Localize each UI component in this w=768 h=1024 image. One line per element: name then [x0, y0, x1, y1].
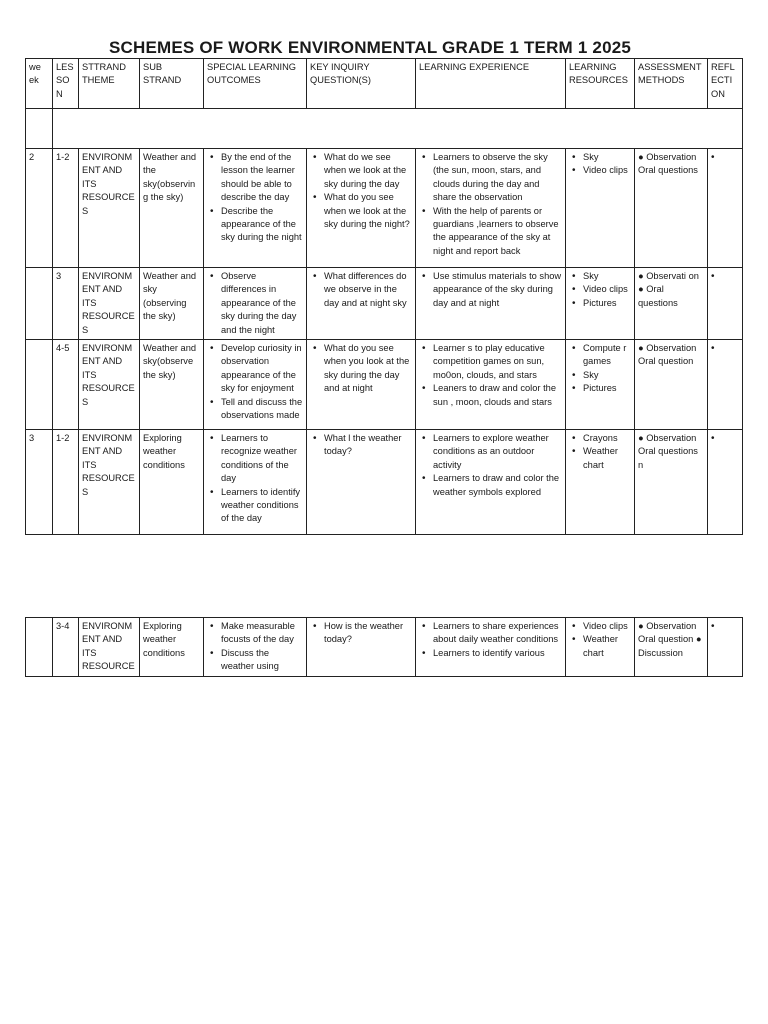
header-assessment: ASSESSMENT METHODS	[635, 59, 708, 109]
lesson-cell: 4-5	[53, 340, 79, 430]
strand-cell: ENVIRONM ENT AND ITS RESOURCE S	[79, 430, 140, 535]
reflection-cell	[708, 618, 743, 677]
questions-cell	[307, 618, 416, 677]
resource-item: • Weather chart	[583, 445, 631, 472]
strand-cell: ENVIRONM ENT AND ITS RESOURCE	[79, 618, 140, 677]
bullet-icon	[711, 343, 715, 353]
strand-cell: ENVIRONM ENT AND ITS RESOURCE S	[79, 340, 140, 430]
outcome-item: • Learners to recognize weather conditions of the day	[221, 432, 303, 486]
experience-item: • Learners to identify various	[433, 647, 562, 660]
blank-row	[26, 109, 743, 149]
lesson-cell: 3	[53, 268, 79, 340]
assessment-cell: ● Observation Oral question	[635, 340, 708, 430]
experience-item: • Learners to draw and color the weather symbols explored	[433, 472, 562, 499]
reflection-cell	[708, 268, 743, 340]
questions-cell	[307, 430, 416, 535]
bullet-icon	[711, 433, 715, 443]
header-resources: LEARNING RESOURCES	[566, 59, 635, 109]
outcome-item: • Discuss the weather using	[221, 647, 303, 674]
question-item: • What differences do we observe in the day and at night sky	[324, 270, 412, 310]
experience-item: • Learners to share experiences about daily weather conditions	[433, 620, 562, 647]
table-row	[26, 340, 743, 430]
experience-item: • With the help of parents or guardians ,learners to observe the appearance of the sky at night and report back	[433, 205, 562, 259]
resource-item: • Video clips	[583, 164, 631, 177]
strand-cell: ENVIRONM ENT AND ITS RESOURCE S	[79, 268, 140, 340]
resources-cell	[566, 618, 635, 677]
resource-item: • Crayons	[583, 432, 631, 445]
header-outcomes: SPECIAL LEARNING OUTCOMES	[204, 59, 307, 109]
header-strand: STTRAND THEME	[79, 59, 140, 109]
page-title: SCHEMES OF WORK ENVIRONMENTAL GRADE 1 TERM 1 2025	[108, 38, 632, 57]
header-substrand: SUB STRAND	[140, 59, 204, 109]
question-item: • What l the weather today?	[324, 432, 412, 459]
table-row	[26, 430, 743, 535]
experience-item: • Learners to explore weather conditions as an outdoor activity	[433, 432, 562, 472]
table-row	[26, 618, 743, 677]
experience-cell	[416, 149, 566, 268]
outcome-item: • By the end of the lesson the learner should be able to describe the day	[221, 151, 303, 205]
header-reflection: REFL ECTI ON	[708, 59, 743, 109]
outcome-item: • Learners to identify weather conditions of the day	[221, 486, 303, 526]
outcomes-cell	[204, 618, 307, 677]
table-row	[26, 268, 743, 340]
questions-cell	[307, 340, 416, 430]
bullet-icon	[711, 621, 715, 631]
substrand-cell: Weather and sky(observe the sky)	[140, 340, 204, 430]
lesson-cell: 3-4	[53, 618, 79, 677]
outcome-item: • Make measurable focusts of the day	[221, 620, 303, 647]
question-item: • What do you see when we look at the sky during the night?	[324, 191, 412, 231]
header-week: we ek	[26, 59, 53, 109]
bullet-icon	[711, 271, 715, 281]
week-cell	[26, 618, 53, 677]
bullet-icon	[711, 152, 715, 162]
resource-item: • Sky	[583, 151, 631, 164]
experience-item: • Use stimulus materials to show appearance of the sky during day and at night	[433, 270, 562, 310]
blank-merged-cell	[53, 109, 743, 149]
experience-cell	[416, 430, 566, 535]
week-cell: 3	[26, 430, 53, 535]
resources-cell	[566, 268, 635, 340]
questions-cell	[307, 149, 416, 268]
resource-item: • Weather chart	[583, 633, 631, 660]
assessment-cell: ● Observation Oral questions n	[635, 430, 708, 535]
resource-item: • Sky	[583, 270, 631, 283]
resources-cell	[566, 430, 635, 535]
header-row	[26, 59, 743, 109]
experience-item: • Learners to observe the sky (the sun, moon, stars, and clouds during the day and share the observation	[433, 151, 562, 205]
reflection-cell	[708, 430, 743, 535]
questions-cell	[307, 268, 416, 340]
experience-cell	[416, 268, 566, 340]
experience-cell	[416, 340, 566, 430]
experience-item: • Learner s to play educative competition games on sun, mo0on, clouds, and stars	[433, 342, 562, 382]
assessment-cell: ● Observation Oral questions	[635, 149, 708, 268]
assessment-cell: ● Observation Oral question ● Discussion	[635, 618, 708, 677]
week-cell	[26, 340, 53, 430]
lesson-cell: 1-2	[53, 149, 79, 268]
question-item: • What do you see when you look at the sky during the day and at night	[324, 342, 412, 396]
blank-cell	[26, 109, 53, 149]
scheme-table-continued	[25, 617, 743, 677]
outcomes-cell	[204, 430, 307, 535]
lesson-cell: 1-2	[53, 430, 79, 535]
strand-cell: ENVIRONM ENT AND ITS RESOURCE S	[79, 149, 140, 268]
resource-item: • Video clips	[583, 620, 631, 633]
resource-item: • Sky	[583, 369, 631, 382]
scheme-table	[25, 58, 743, 535]
resource-item: • Video clips	[583, 283, 631, 296]
header-experience: LEARNING EXPERIENCE	[416, 59, 566, 109]
outcomes-cell	[204, 149, 307, 268]
resources-cell	[566, 340, 635, 430]
outcome-item: • Describe the appearance of the sky during the night	[221, 205, 303, 245]
substrand-cell: Weather and the sky(observing the sky)	[140, 149, 204, 268]
resources-cell	[566, 149, 635, 268]
substrand-cell: Exploring weather conditions	[140, 618, 204, 677]
week-cell: 2	[26, 149, 53, 268]
outcome-item: • Develop curiosity in observation appearance of the sky for enjoyment	[221, 342, 303, 396]
outcomes-cell	[204, 268, 307, 340]
question-item: • How is the weather today?	[324, 620, 412, 647]
reflection-cell	[708, 340, 743, 430]
resource-item: • Compute r games	[583, 342, 631, 369]
experience-item: • Leaners to draw and color the sun , moon, clouds and stars	[433, 382, 562, 409]
experience-cell	[416, 618, 566, 677]
header-questions: KEY INQUIRY QUESTION(S)	[307, 59, 416, 109]
reflection-cell	[708, 149, 743, 268]
substrand-cell: Weather and sky (observing the sky)	[140, 268, 204, 340]
substrand-cell: Exploring weather conditions	[140, 430, 204, 535]
outcome-item: • Tell and discuss the observations made	[221, 396, 303, 423]
question-item: • What do we see when we look at the sky during the day	[324, 151, 412, 191]
table-row	[26, 149, 743, 268]
resource-item: • Pictures	[583, 297, 631, 310]
resource-item: • Pictures	[583, 382, 631, 395]
header-lesson: LES SO N	[53, 59, 79, 109]
week-cell	[26, 268, 53, 340]
assessment-cell: ● Observati on ● Oral questions	[635, 268, 708, 340]
outcomes-cell	[204, 340, 307, 430]
outcome-item: • Observe differences in appearance of the sky during the day and the night	[221, 270, 303, 337]
